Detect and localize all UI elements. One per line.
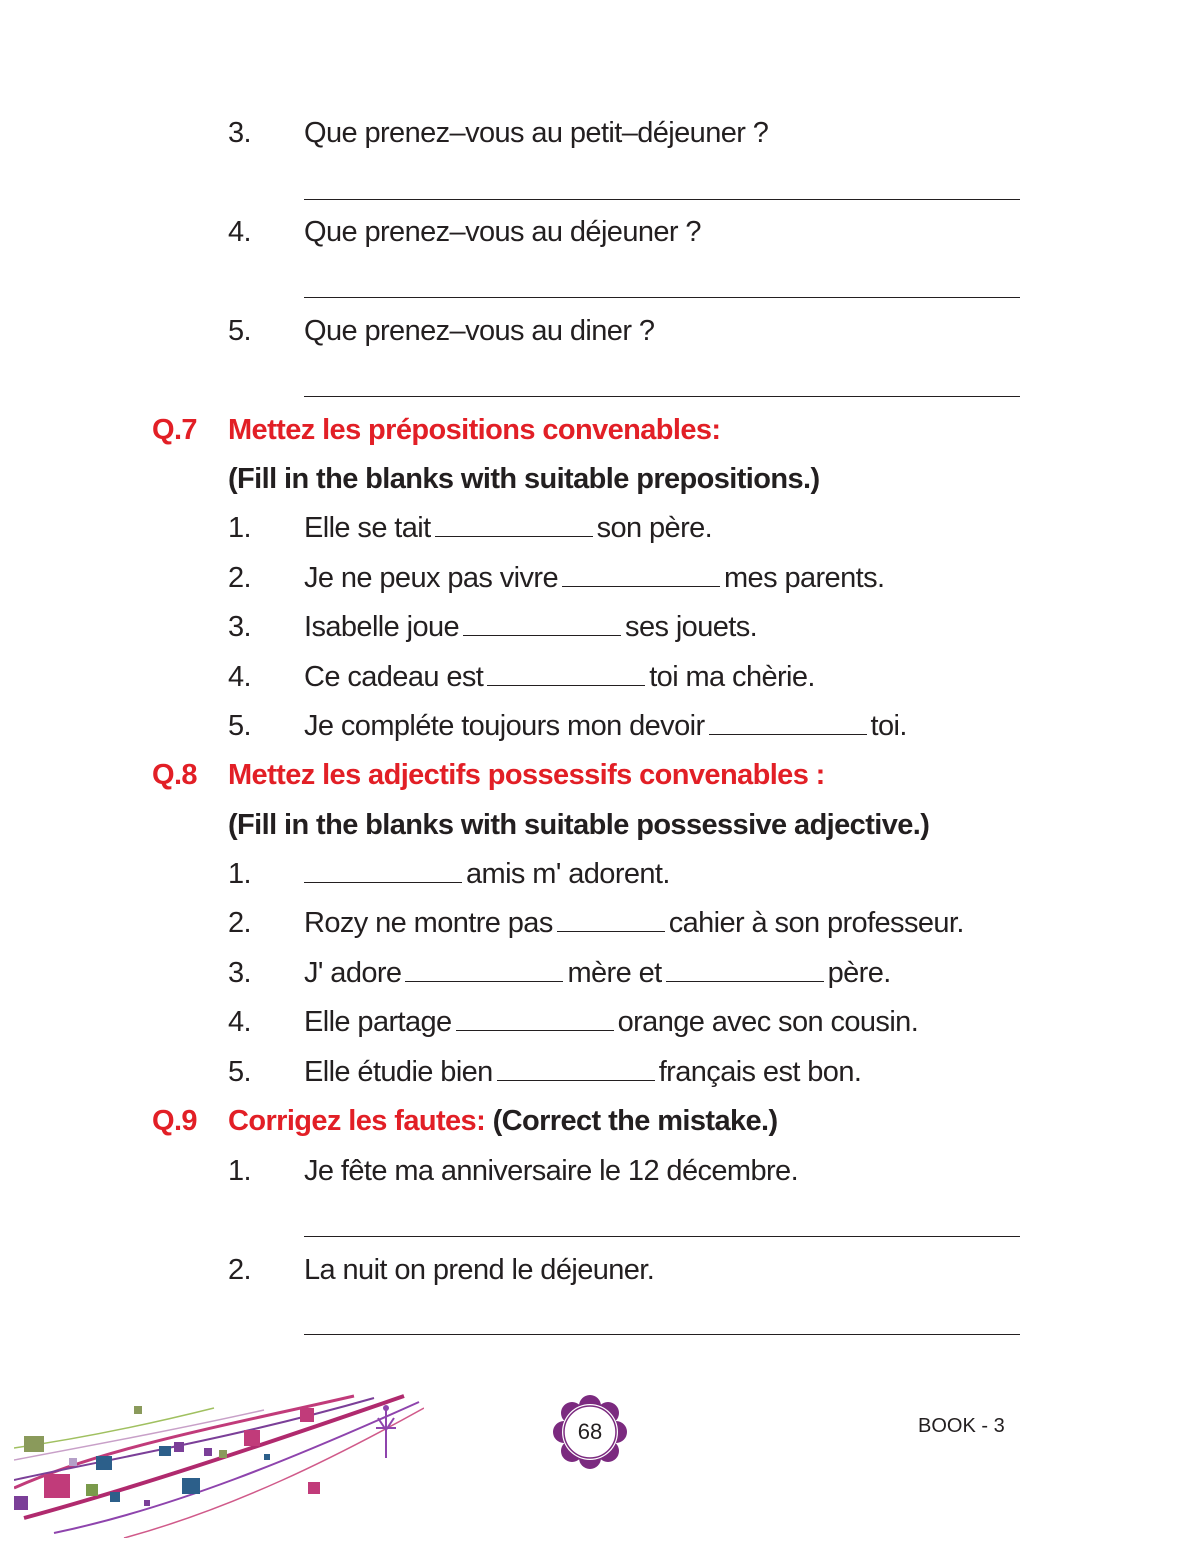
item-text [304,508,712,548]
question-subtitle: (Correct the mistake.) [492,1105,778,1137]
fill-blank[interactable] [709,706,867,735]
text-before: Rozy ne montre pas [304,907,553,939]
text-after: amis m' adorent. [466,858,670,890]
item-text [304,657,815,697]
text-before: J' adore [304,957,402,989]
text-after: son père. [596,512,713,544]
item-number: 4. [228,1006,251,1038]
question-text: Que prenez–vous au déjeuner ? [304,216,701,248]
page-number-badge [553,1395,627,1469]
fill-blank[interactable] [435,508,593,537]
item-number: 4. [228,216,251,248]
q7-subtitle: (Fill in the blanks with suitable prepositions.) [228,463,820,495]
item-number: 5. [228,710,251,742]
fill-blank[interactable] [666,953,824,982]
fill-blank[interactable] [487,657,645,686]
text-before: Ce cadeau est [304,661,484,693]
text-middle: mère et [567,957,662,989]
answer-line[interactable] [304,199,1020,200]
text-before: Elle étudie bien [304,1056,493,1088]
item-text [304,1002,918,1042]
question-number: Q.7 [152,414,197,446]
item-number: 2. [228,562,251,594]
q8-subtitle: (Fill in the blanks with suitable possessive adjective.) [228,809,930,841]
fill-blank[interactable] [405,953,563,982]
text-after: toi. [870,710,907,742]
text-before: Elle partage [304,1006,452,1038]
fill-blank[interactable] [497,1052,655,1081]
item-number: 1. [228,1155,251,1187]
item-text [304,953,891,993]
question-text: Je fête ma anniversaire le 12 décembre. [304,1155,799,1187]
fill-blank[interactable] [557,903,665,932]
item-text [300,854,670,894]
question-text: La nuit on prend le déjeuner. [304,1254,655,1286]
fill-blank[interactable] [456,1002,614,1031]
item-text [304,1052,861,1092]
item-text [304,706,907,746]
fill-blank[interactable] [463,607,621,636]
answer-line[interactable] [304,1236,1020,1237]
text-after: orange avec son cousin. [617,1006,919,1038]
text-after: cahier à son professeur. [668,907,964,939]
fill-blank[interactable] [562,558,720,587]
answer-line[interactable] [304,297,1020,298]
text-before: Isabelle joue [304,611,460,643]
question-title: Mettez les prépositions convenables: [228,414,721,446]
item-number: 2. [228,907,251,939]
page-number: 68 [577,1419,603,1444]
item-number: 3. [228,957,251,989]
question-text: Que prenez–vous au diner ? [304,315,655,347]
question-title: Mettez les adjectifs possessifs convenables : [228,759,825,791]
text-before: Elle se tait [304,512,431,544]
question-number: Q.9 [152,1105,197,1137]
decorative-swirl-graphic [14,1388,424,1538]
item-number: 4. [228,661,251,693]
item-number: 2. [228,1254,251,1286]
answer-line[interactable] [304,396,1020,397]
item-number: 3. [228,611,251,643]
fill-blank[interactable] [304,854,462,883]
item-text [304,558,884,598]
item-number: 1. [228,512,251,544]
answer-line[interactable] [304,1334,1020,1335]
item-number: 5. [228,315,251,347]
item-text [304,903,964,943]
text-after: ses jouets. [625,611,758,643]
book-label: BOOK - 3 [918,1415,1005,1437]
question-number: Q.8 [152,759,197,791]
item-text [304,607,757,647]
text-before: Je compléte toujours mon devoir [304,710,705,742]
text-after: français est bon. [658,1056,862,1088]
question-text: Que prenez–vous au petit–déjeuner ? [304,117,769,149]
item-number: 3. [228,117,251,149]
question-title-group [228,1101,778,1141]
text-after: père. [827,957,891,989]
text-after: toi ma chèrie. [649,661,815,693]
item-number: 5. [228,1056,251,1088]
text-before: Je ne peux pas vivre [304,562,558,594]
item-number: 1. [228,858,251,890]
question-title: Corrigez les fautes: [228,1105,486,1137]
text-after: mes parents. [724,562,885,594]
